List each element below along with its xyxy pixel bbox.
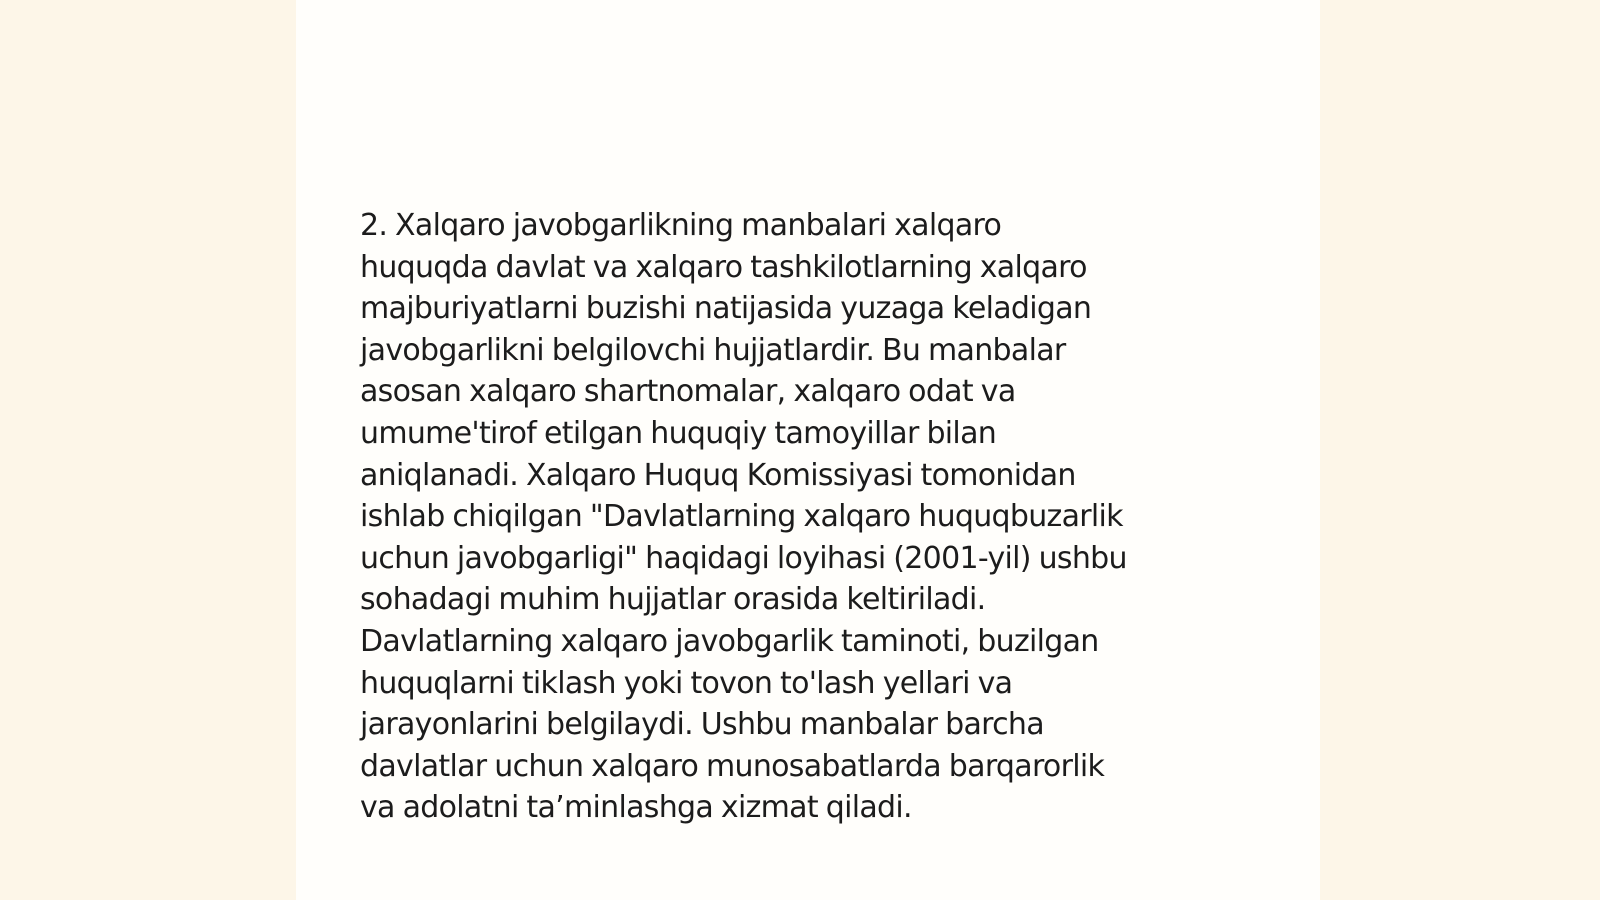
paragraph-line: uchun javobgarligi" haqidagi loyihasi (2001-yil) ushbu [360,540,1127,576]
paragraph-line: ishlab chiqilgan "Davlatlarning xalqaro huquqbuzarlik [360,499,1123,535]
paragraph-line: jarayonlarini belgilaydi. Ushbu manbalar barcha [360,707,1044,743]
slide-page [296,0,1320,900]
paragraph-line: davlatlar uchun xalqaro munosabatlarda barqarorlik [360,748,1105,784]
paragraph-line: aniqlanadi. Xalqaro Huquq Komissiyasi tomonidan [360,457,1076,493]
paragraph-line: umume'tirof etilgan huquqiy tamoyillar bilan [360,415,997,451]
paragraph-line: huquqlarni tiklash yoki tovon to'lash yellari va [360,665,1013,701]
paragraph-line: sohadagi muhim hujjatlar orasida keltiriladi. [360,582,986,618]
paragraph-line: Davlatlarning xalqaro javobgarlik taminoti, buzilgan [360,623,1099,659]
paragraph-line: huquqda davlat va xalqaro tashkilotlarning xalqaro [360,249,1087,285]
paragraph-line: 2. Xalqaro javobgarlikning manbalari xalqaro [360,208,1002,243]
paragraph-line: asosan xalqaro shartnomalar, xalqaro odat va [360,374,1016,410]
paragraph-line: majburiyatlarni buzishi natijasida yuzaga keladigan [360,291,1092,327]
paragraph-line: va adolatni ta’minlashga xizmat qiladi. [360,790,912,826]
slide-body-text [360,205,1260,829]
paragraph-line: javobgarlikni belgilovchi hujjatlardir. Bu manbalar [360,332,1066,368]
